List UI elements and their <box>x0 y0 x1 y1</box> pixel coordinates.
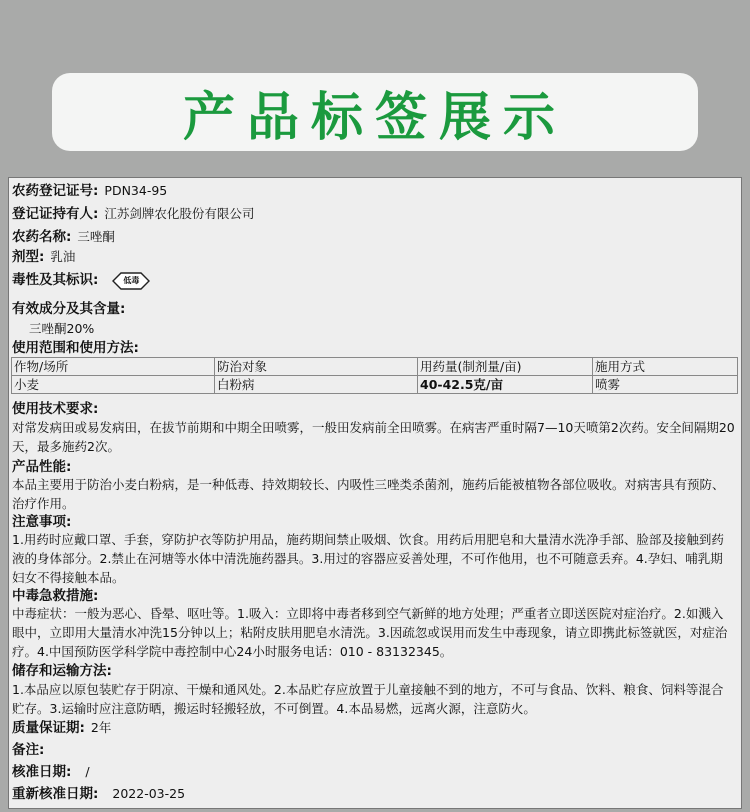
usage-cell: 小麦 <box>12 376 215 394</box>
warranty-key: 质量保证期: <box>12 720 85 736</box>
cautions-key: 注意事项: <box>12 514 72 530</box>
name-key: 农药名称: <box>12 229 72 245</box>
usage-header-cell: 施用方式 <box>593 358 738 376</box>
remarks-key: 备注: <box>12 742 45 758</box>
approval-date-row <box>12 762 737 782</box>
formulation-key: 剂型: <box>12 249 45 265</box>
usage-table <box>11 357 738 394</box>
usage-cell: 40-42.5克/亩 <box>418 376 593 394</box>
toxicity-row <box>12 270 737 290</box>
storage-key: 储存和运输方法: <box>12 663 112 679</box>
usage-cell: 喷雾 <box>593 376 738 394</box>
holder-value: 江苏剑牌农化股份有限公司 <box>104 206 255 221</box>
cautions-text: 1.用药时应戴口罩、手套，穿防护衣等防护用品，施药期间禁止吸烟、饮食。用药后用肥皂和大量清水洗净手部、脸部及接触到药液的身体部分。2.禁止在河塘等水体中清洗施药器具。3.用过的容器应妥善处理，不可作他用，也不可随意丢弃。4.孕妇、哺乳期妇女不得接触本品。 <box>12 532 724 585</box>
usage-key: 使用范围和使用方法: <box>12 340 139 356</box>
tech-key: 使用技术要求: <box>12 401 99 417</box>
performance-text: 本品主要用于防治小麦白粉病，是一种低毒、持效期较长、内吸性三唑类杀菌剂，施药后能被植物各部位吸收。对病害具有预防、治疗作用。 <box>12 477 725 511</box>
storage-text: 1.本品应以原包装贮存于阴凉、干燥和通风处。2.本品贮存应放置于儿童接触不到的地方，不可与食品、饮料、粮食、饲料等混合贮存。3.运输时应注意防晒，搬运时轻搬轻放，不可倒置。4.本品易燃，远离火源，注意防火。 <box>12 682 724 716</box>
warranty-value: 2年 <box>90 720 112 735</box>
reg-no-value: PDN34-95 <box>104 183 168 198</box>
holder-key: 登记证持有人: <box>12 206 99 222</box>
first-aid-text: 中毒症状：一般为恶心、昏晕、呕吐等。1.吸入：立即将中毒者移到空气新鲜的地方处理；严重者立即送医院对症治疗。2.如溅入眼中，立即用大量清水冲洗15分钟以上；粘附皮肤用肥皂水清洗。3.因疏忽或误用而发生中毒现象，请立即携此标签就医，对症治疗。4.中国预防医学科学院中毒控制中心24小时服务电话：010 - 83132345。 <box>12 606 728 659</box>
usage-header-cell: 防治对象 <box>215 358 418 376</box>
approval-date-value: / <box>85 764 90 779</box>
usage-header-cell: 作物/场所 <box>12 358 215 376</box>
reapproval-date-value: 2022-03-25 <box>112 786 186 801</box>
reapproval-date-row <box>12 784 737 804</box>
reg-no-row <box>12 181 737 201</box>
name-value: 三唑酮 <box>77 229 115 244</box>
reapproval-date-key: 重新核准日期: <box>12 786 99 802</box>
usage-data-row <box>12 376 738 394</box>
performance-key: 产品性能: <box>12 459 72 475</box>
usage-cell: 白粉病 <box>215 376 418 394</box>
title-banner <box>52 73 698 151</box>
approval-date-key: 核准日期: <box>12 764 72 780</box>
ingredient-key: 有效成分及其含量: <box>12 301 126 317</box>
formulation-value: 乳油 <box>50 249 76 264</box>
ingredient-value: 三唑酮20% <box>29 321 95 336</box>
remarks-row <box>12 740 737 760</box>
usage-header-row <box>12 358 738 376</box>
holder-row <box>12 204 737 224</box>
warranty-row <box>12 718 737 738</box>
formulation-row <box>12 247 737 267</box>
toxicity-key: 毒性及其标识: <box>12 272 99 288</box>
low-toxicity-diamond-icon <box>112 272 150 290</box>
toxicity-badge: 低毒 <box>123 275 140 285</box>
usage-header-cell: 用药量(制剂量/亩) <box>418 358 593 376</box>
first-aid-key: 中毒急救措施: <box>12 588 99 604</box>
product-label <box>8 177 742 809</box>
reg-no-key: 农药登记证号: <box>12 183 99 199</box>
page-title: 产品标签展示 <box>182 87 567 148</box>
name-row <box>12 227 737 247</box>
tech-text: 对常发病田或易发病田，在拔节前期和中期全田喷雾，一般田发病前全田喷雾。在病害严重时隔7—10天喷第2次药。安全间隔期20天，最多施药2次。 <box>12 420 735 454</box>
